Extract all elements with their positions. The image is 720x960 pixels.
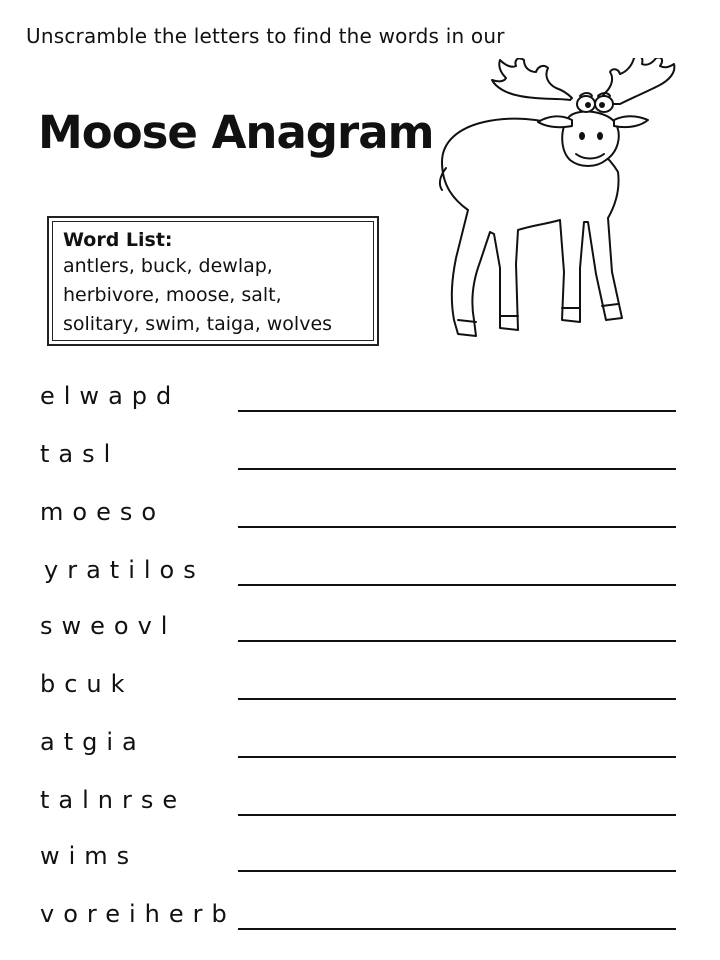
answer-line[interactable]: [238, 468, 676, 470]
scrambled-word: atgia: [40, 728, 146, 756]
puzzle-row: [0, 842, 720, 882]
puzzle-row: [0, 786, 720, 826]
scrambled-word: talnrse: [40, 786, 187, 814]
puzzle-row: [0, 728, 720, 768]
answer-line[interactable]: [238, 756, 676, 758]
answer-line[interactable]: [238, 870, 676, 872]
scrambled-word: moeso: [40, 498, 166, 526]
instructions-text: Unscramble the letters to find the words in our: [26, 24, 505, 48]
scrambled-word: elwapd: [40, 382, 181, 410]
puzzle-row: [0, 612, 720, 652]
word-list-box: [47, 216, 379, 346]
answer-line[interactable]: [238, 698, 676, 700]
word-list-line: antlers, buck, dewlap,: [63, 255, 273, 277]
scrambled-word: sweovl: [40, 612, 177, 640]
scrambled-word: yratilos: [44, 556, 205, 584]
scrambled-word: wims: [40, 842, 139, 870]
answer-line[interactable]: [238, 526, 676, 528]
answer-line[interactable]: [238, 814, 676, 816]
word-list-inner: [52, 221, 374, 341]
puzzle-row: [0, 670, 720, 710]
answer-line[interactable]: [238, 928, 676, 930]
puzzle-row: [0, 440, 720, 480]
word-list-heading: Word List:: [63, 229, 173, 251]
puzzle-row: [0, 900, 720, 940]
answer-line[interactable]: [238, 640, 676, 642]
page-title: Moose Anagram: [38, 106, 434, 159]
scrambled-word: bcuk: [40, 670, 134, 698]
scrambled-word: voreiherb: [40, 900, 236, 928]
puzzle-row: [0, 556, 720, 596]
word-list-line: solitary, swim, taiga, wolves: [63, 313, 333, 335]
puzzle-row: [0, 382, 720, 422]
word-list-line: herbivore, moose, salt,: [63, 284, 282, 306]
scrambled-word: tasl: [40, 440, 120, 468]
moose-icon: [420, 58, 720, 358]
puzzle-row: [0, 498, 720, 538]
answer-line[interactable]: [238, 584, 676, 586]
answer-line[interactable]: [238, 410, 676, 412]
